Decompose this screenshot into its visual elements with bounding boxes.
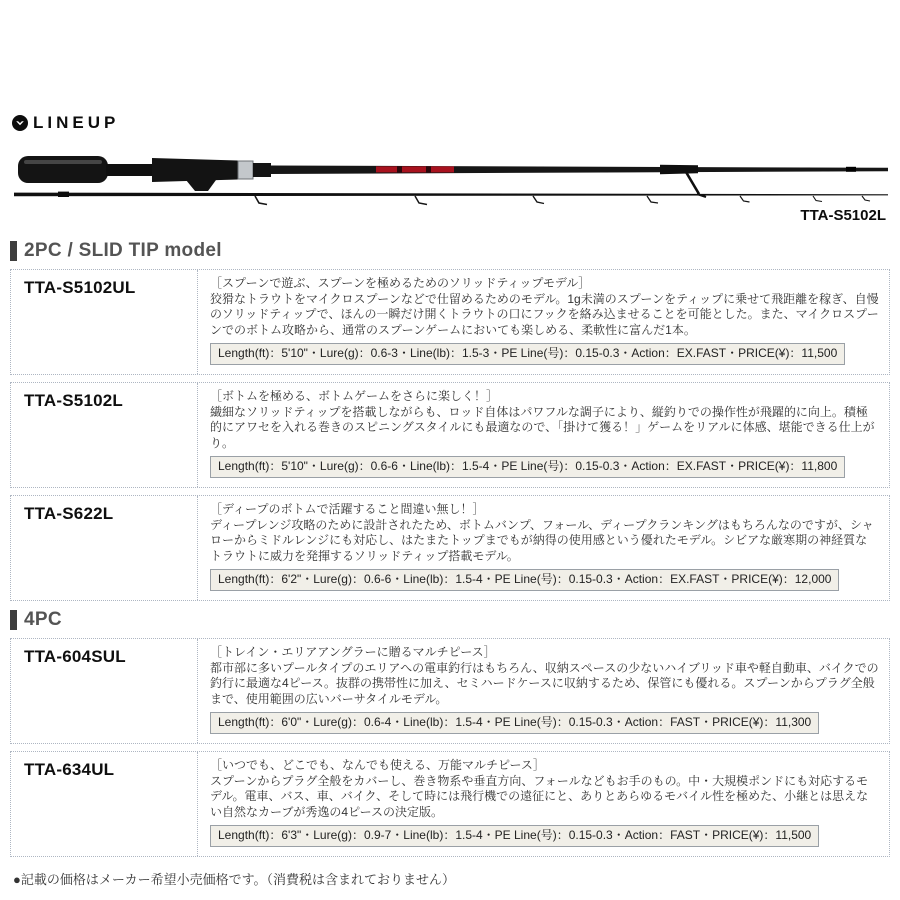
- rod-tip-section: [14, 192, 888, 205]
- product-spec-bar: Length(ft)：6'2"・Lure(g)：0.6-6・Line(lb)：1.5-4・PE Line(号)：0.15-0.3・Action：EX.FAST・PRICE(¥)：12,000: [210, 569, 839, 591]
- model-column: [11, 639, 197, 743]
- description-column: [197, 496, 889, 600]
- product-description: スプーンからプラグ全般をカバーし、巻き物系や垂直方向、フォールなどもお手のもの。中・大規模ポンドにも対応するモデル。電車、バス、車、バイク、そして時には飛行機での遠征にと、ありとあらゆるモバイル性を極めた、小継とは思えない自然なカーブが秀逸の4ピースの決定版。: [210, 773, 869, 819]
- product-headline: ［いつでも、どこでも、なんでも使える、万能マルチピース］: [210, 758, 545, 772]
- product-headline: ［トレイン・エリアアングラーに贈るマルチピース］: [210, 645, 496, 659]
- product-spec-bar: Length(ft)：5'10"・Lure(g)：0.6-6・Line(lb)：1.5-4・PE Line(号)：0.15-0.3・Action：EX.FAST・PRICE(¥)：11,800: [210, 456, 845, 478]
- stripper-guide-leg: [686, 172, 699, 194]
- rod-illustration: [10, 140, 890, 232]
- product-description: 都市部に多いプールタイプのエリアへの電車釣行はもちろん、収納スペースの少ないハイブリッド車や軽自動車、バイクでの釣行に最適な4ピース。抜群の携帯性に加え、セミハードケースに収納するため、保管にも優れる。スプーンからプラグ全般まで、使用範囲の広いバーサタイルモデル。: [210, 660, 879, 706]
- line-guide: [533, 196, 544, 204]
- product-model: TTA-S5102L: [24, 391, 123, 410]
- product-model: TTA-S5102UL: [24, 278, 136, 297]
- description-column: [197, 639, 889, 743]
- model-column: [11, 383, 197, 487]
- product-model: TTA-634UL: [24, 760, 115, 779]
- product-model: TTA-604SUL: [24, 647, 126, 666]
- rod-caption: TTA-S5102L: [800, 207, 886, 224]
- product-row-tta-604sul: [10, 638, 890, 744]
- product-model: TTA-S622L: [24, 504, 114, 523]
- product-row-tta-634ul: [10, 751, 890, 857]
- line-guide: [255, 196, 267, 205]
- rod-butt-section: [18, 156, 888, 197]
- line-guide: [862, 196, 870, 201]
- description-column: [197, 383, 889, 487]
- line-guide: [647, 196, 658, 203]
- reel-seat-ring: [238, 161, 253, 179]
- lineup-bullet-icon: [12, 115, 28, 131]
- section-bar-icon: [10, 241, 17, 261]
- rod-product-image: [10, 140, 890, 232]
- model-column: [11, 270, 197, 374]
- product-headline: ［スプーンで遊ぶ、スプーンを極めるためのソリッドティップモデル］: [210, 276, 591, 290]
- section-title-text: 4PC: [24, 609, 62, 630]
- product-row-tta-s5102ul: [10, 269, 890, 375]
- product-spec-bar: Length(ft)：6'0"・Lure(g)：0.6-4・Line(lb)：1.5-4・PE Line(号)：0.15-0.3・Action：FAST・PRICE(¥)：11,300: [210, 712, 819, 734]
- section-header-4pc: [10, 609, 890, 631]
- section-title-text: 2PC / SLID TIP model: [24, 240, 222, 261]
- product-headline: ［ボトムを極める、ボトムゲームをさらに楽しく！］: [210, 389, 499, 403]
- reel-seat-trigger: [186, 180, 216, 191]
- model-column: [11, 752, 197, 856]
- model-column: [11, 496, 197, 600]
- section-header-2pc: [10, 240, 890, 262]
- product-description: ディープレンジ攻略のために設計されたため、ボトムバンプ、フォール、ディープクランキングはもちろんなのですが、シャローからミドルレンジにも対応し、はたまたトップまでもが納得の使用感という優れたモデル。シビアな厳寒期の神経質なトラウトに威力を発揮するソリッドティップ搭載モデル。: [210, 517, 874, 563]
- price-disclaimer-note: ●記載の価格はメーカー希望小売価格です。（消費税は含まれておりません）: [13, 872, 456, 887]
- red-thread-wrap: [376, 166, 454, 172]
- description-column: [197, 752, 889, 856]
- product-spec-bar: Length(ft)：5'10"・Lure(g)：0.6-3・Line(lb)：1.5-3・PE Line(号)：0.15-0.3・Action：EX.FAST・PRICE(¥)：11,500: [210, 343, 845, 365]
- product-spec-bar: Length(ft)：6'3"・Lure(g)：0.9-7・Line(lb)：1.5-4・PE Line(号)：0.15-0.3・Action：FAST・PRICE(¥)：11,500: [210, 825, 819, 847]
- stripper-guide-wrap: [660, 165, 698, 174]
- product-headline: ［ディープのボトムで活躍すること間違い無し！］: [210, 502, 485, 516]
- section-bar-icon: [10, 610, 17, 630]
- description-column: [197, 270, 889, 374]
- lineup-heading: [12, 112, 890, 134]
- product-description: 繊細なソリッドティップを搭載しながらも、ロッド自体はパワフルな調子により、縦釣りでの操作性が飛躍的に向上。積極的にアワセを入れる巻きのスピニングスタイルにも最適なので、「掛けて獲る！」ゲームをリアルに体感、堪能できる仕上がり。: [210, 404, 875, 450]
- product-row-tta-s622l: [10, 495, 890, 601]
- lineup-label: LINEUP: [33, 113, 120, 132]
- line-guide: [813, 196, 822, 202]
- line-guide: [740, 196, 750, 202]
- product-row-tta-s5102l: [10, 382, 890, 488]
- line-guide: [415, 196, 427, 205]
- product-description: 狡猾なトラウトをマイクロスプーンなどで仕留めるためのモデル。1g未満のスプーンをティップに乗せて飛距離を稼ぎ、自慢のソリッドティップで、ほんの一瞬だけ開くトラウトの口にフックを絡み込ませることを可能とした。また、マイクロスプーンでのボトム攻略から、通常のスプーンゲームにおいても楽しめる、柔軟性に富んだ1本。: [210, 291, 879, 337]
